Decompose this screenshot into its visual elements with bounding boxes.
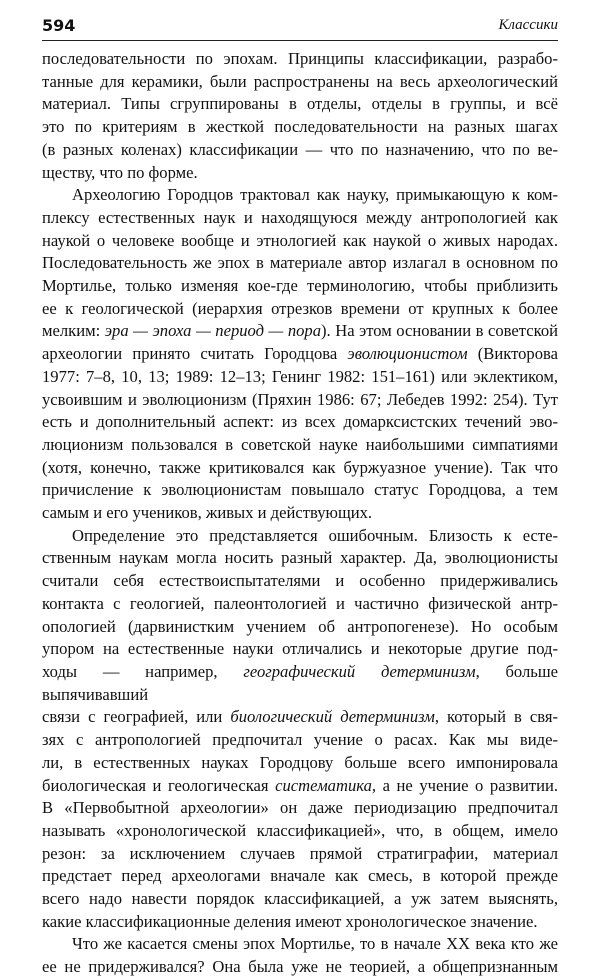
- text-segment: археологии принято считать Городцова: [42, 344, 348, 364]
- text-line: [42, 320, 558, 343]
- text-line: всего надо навести порядок классификацией, а уж затем выяснять,: [42, 889, 558, 909]
- text-line: ли, в естественных науках Городцову больше всего импонировала: [42, 752, 558, 772]
- text-line: считали себя естествоиспытателями и особенно придерживались: [42, 571, 558, 591]
- text-line: материал. Типы сгруппированы в отделы, отделы в группы, и всё: [42, 94, 558, 114]
- text-line: есть и дополнительный аспект: из всех домарксистских течений эво-: [42, 412, 558, 432]
- text-line: плексу естественных наук и находящуюся между антропологией как: [42, 207, 558, 227]
- text-line: ществу, что по форме.: [42, 162, 198, 182]
- text-line: ственным наукам могла носить разный характер. Да, эволюционисты: [42, 548, 558, 568]
- text-line: упором на естественные науки отличались и некоторые другие под-: [42, 639, 558, 659]
- text-line: люционизм пользовался в советской науке наибольшими симпатиями: [42, 434, 558, 454]
- text-line: причисление к эволюционистам повышало статус Городцова, а тем: [42, 480, 558, 500]
- text-segment: , а не учение о развитии.: [371, 775, 558, 795]
- text-line: зях с антропологией предпочитал учение о расах. Как мы виде-: [42, 730, 558, 750]
- text-line: усвоившим и эволюционизм (Пряхин 1986: 67; Лебедев 1992: 254). Тут: [42, 389, 558, 409]
- text-segment: , который в свя-: [434, 707, 559, 727]
- text-segment: связи с географией, или: [42, 707, 231, 727]
- text-line: самым и его учеников, живых и действующих.: [42, 503, 373, 523]
- text-line: [42, 775, 558, 798]
- text-line: опологией (дарвинистким учением об антропогенезе). Но особым: [42, 616, 558, 636]
- text-segment: ходы — например,: [42, 661, 244, 681]
- running-title: Классики: [498, 17, 558, 33]
- text-line: ее к геологической (иерархия отрезков времени от крупных к более: [42, 298, 558, 318]
- body-text: [42, 48, 558, 979]
- text-line: предстает перед археологами вначале как смесь, в которой прежде: [42, 866, 558, 886]
- text-line: Что же касается смены эпох Мортилье, то в начале XX века кто же: [72, 934, 558, 954]
- text-segment: (Викторова: [467, 344, 558, 364]
- text-segment: биологическая и геологическая: [42, 775, 276, 795]
- text-line: Мортилье, только изменяя кое-где терминологию, чтобы приблизить: [42, 276, 558, 296]
- italic-term: систематика: [275, 775, 372, 795]
- text-segment: ). На этом основании в советской: [321, 321, 558, 341]
- text-line: называть «хронологической классификацией», что, в общем, имело: [42, 820, 558, 840]
- page-number: 594: [42, 16, 76, 35]
- text-line: резон: за исключением случаев прямой стратиграфии, материал: [42, 843, 558, 863]
- text-line: [42, 706, 558, 729]
- text-line: это по критериям в жесткой последовательности на разных шагах: [42, 117, 558, 137]
- italic-term: биологический детерминизм: [230, 707, 435, 727]
- text-line: В «Первобытной археологии» он даже периодизацию предпочитал: [42, 798, 558, 818]
- text-line: танные для керамики, были распространены на весь археологический: [42, 71, 558, 91]
- text-line: наукой о человеке вообще и этнологией как наукой о живых народах.: [42, 230, 558, 250]
- text-line: последовательности по эпохам. Принципы классификации, разрабо-: [42, 49, 558, 68]
- text-segment: мелким:: [42, 321, 105, 341]
- italic-term: эволюционистом: [347, 344, 468, 364]
- text-line: 1977: 7–8, 10, 13; 1989: 12–13; Генинг 1982: 151–161) или эклектиком,: [42, 366, 558, 386]
- italic-term: эра — эпоха — период — пора: [104, 321, 322, 341]
- page-header: [42, 14, 558, 41]
- text-line: контакта с геологией, палеонтологией и частично физической антр-: [42, 593, 558, 613]
- italic-term: географический детерминизм: [243, 661, 476, 681]
- text-line: (в разных коленах) классификации — что по назначению, что по ве-: [42, 139, 558, 159]
- text-line: [42, 343, 558, 366]
- text-line: (хотя, конечно, также критиковался как буржуазное учение). Так что: [42, 457, 558, 477]
- text-line: Последовательность же эпох в материале автор излагал в основном по: [42, 253, 558, 273]
- text-line: ее не придерживался? Она была уже не теорией, а общепризнанным: [42, 957, 558, 977]
- text-line: [42, 661, 558, 706]
- text-segment: , больше выпячивавший: [42, 661, 558, 704]
- text-line: какие классификационные деления имеют хронологическое значение.: [42, 911, 538, 931]
- text-line: Археологию Городцов трактовал как науку, примыкающую к ком-: [72, 185, 558, 205]
- text-line: Определение это представляется ошибочным. Близость к есте-: [72, 525, 558, 545]
